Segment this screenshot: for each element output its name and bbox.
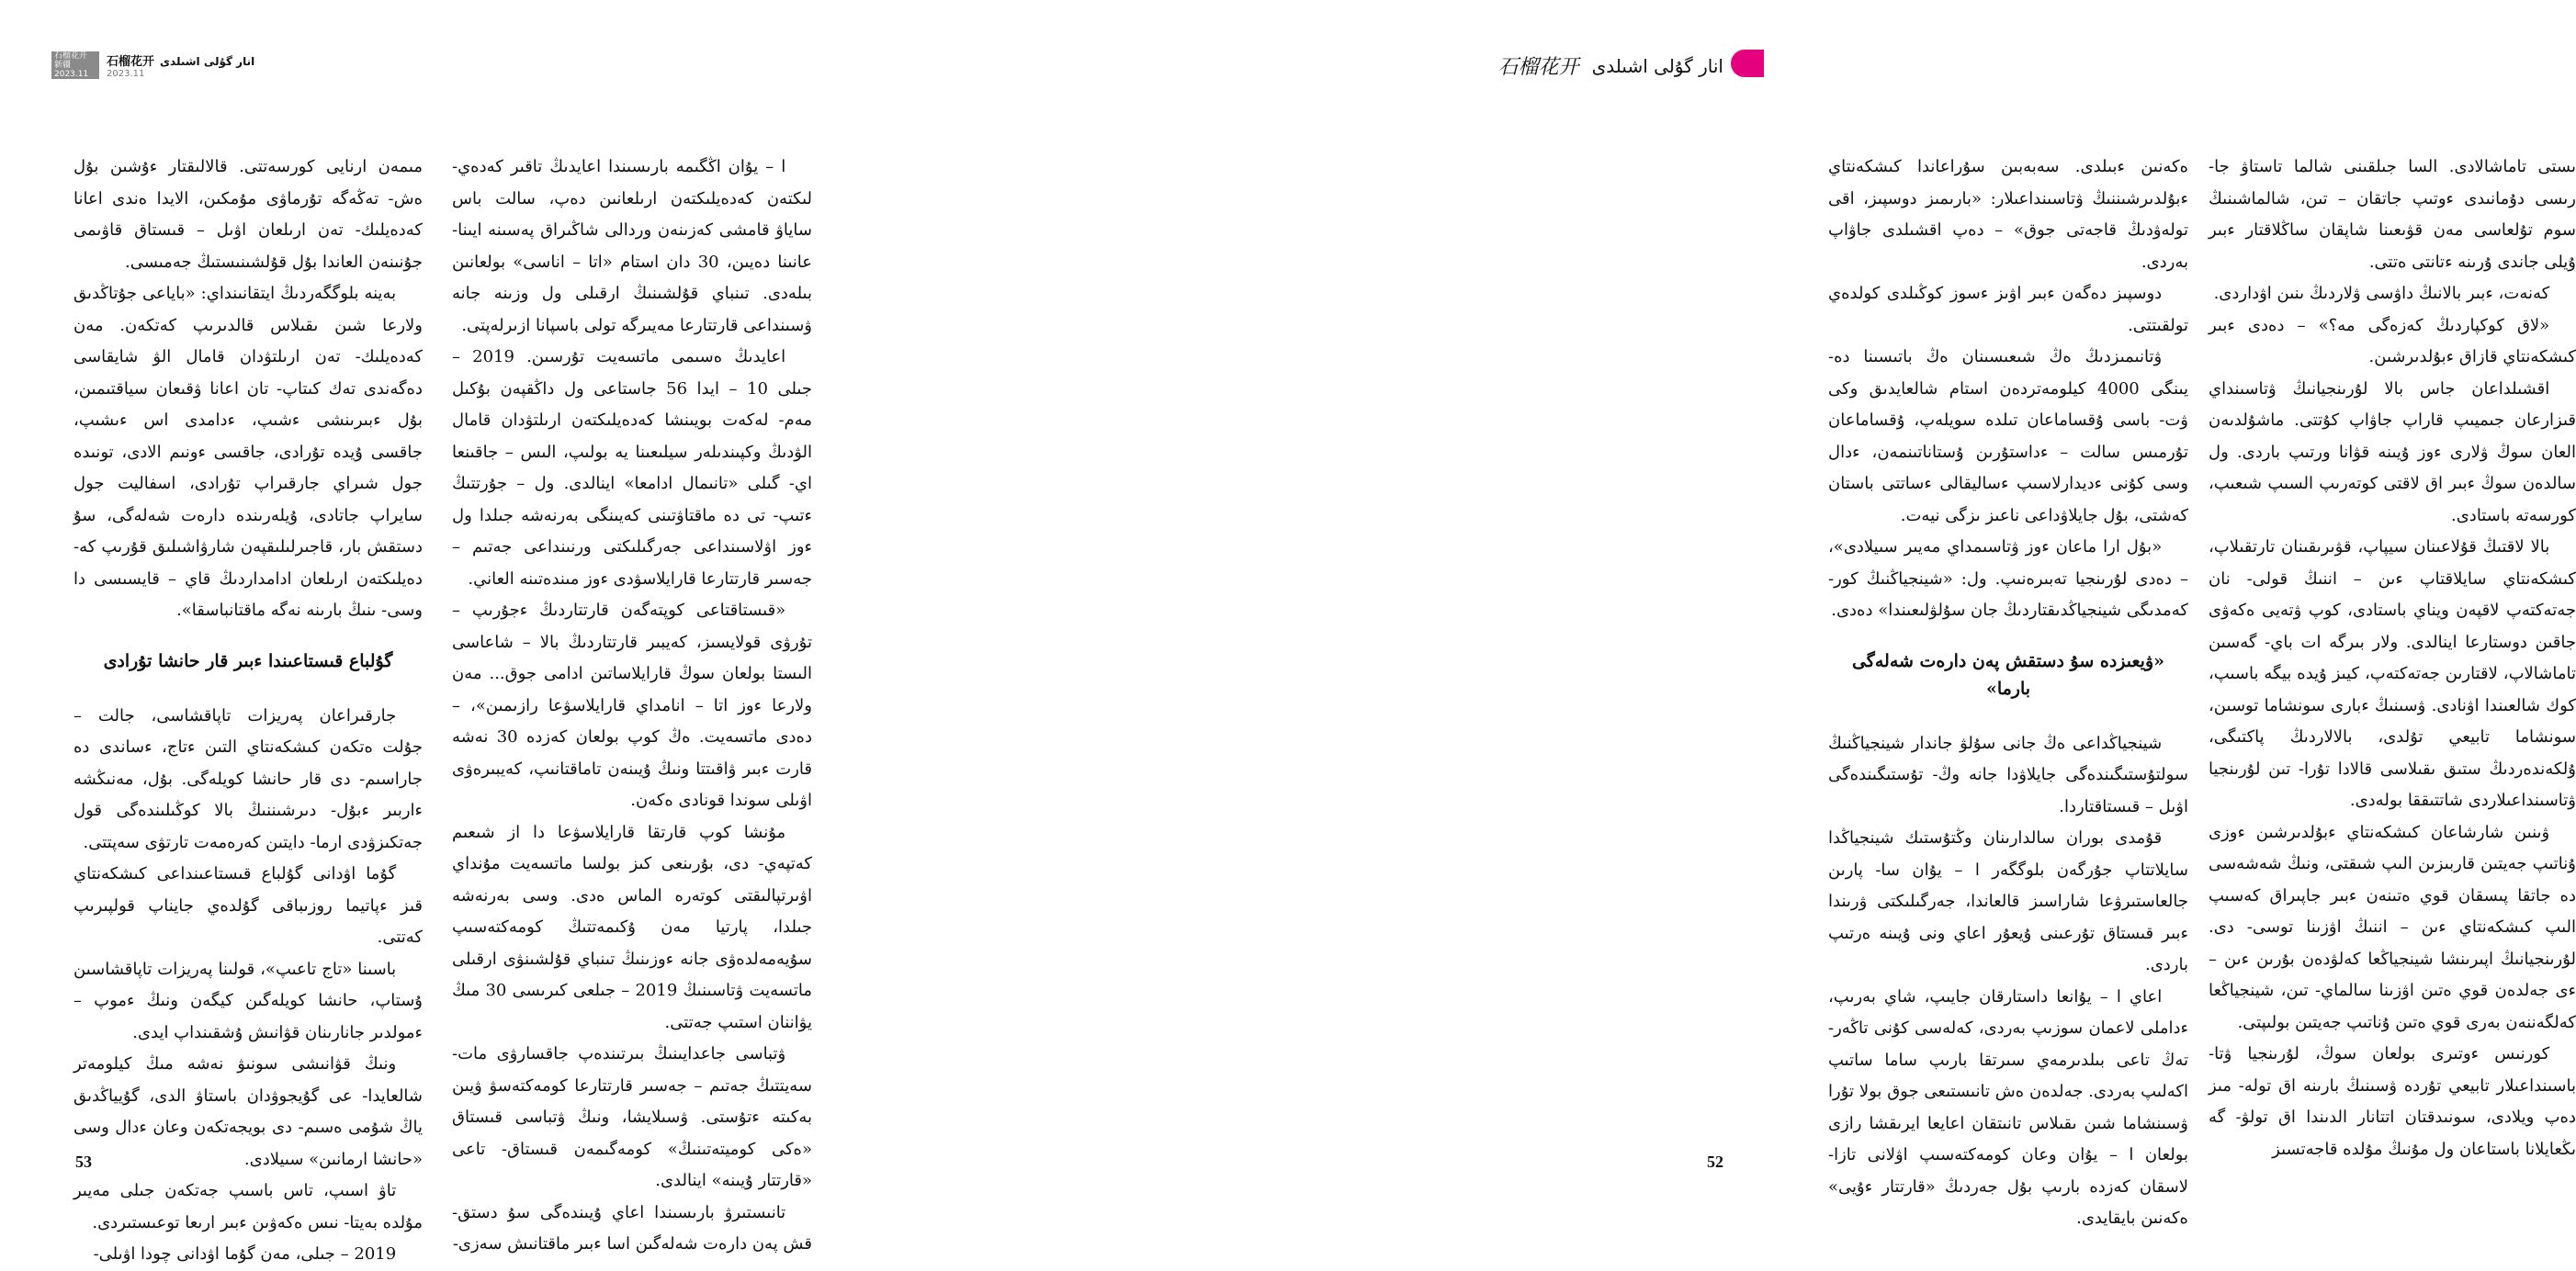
paragraph: ۋىنىن شارشاعان كىشكەنتاي ءبۇلدىرشىن ءوزى ۇناتىپ جەيتىن قاربىزىن الىپ شىقتى، ونىڭ شەشەسى دە جاتقا پىسقان قوي ەتىنەن ءبىر جاپىراق كەسىپ الىپ كىشكەنتاي ءىن – اننىڭ اۋزىنا توسى- دى. لۇرىنجيانىڭ اپىرىنشا شينجياڭعا كەلۋدەن بۇرىن ءىن – ءى جەلدەن قوي ەتىن اۋزىنا سالماي- تىن، شينجياڭعا كەلگەننەن بەرى قوي ەتىن ۇناتىپ جەيتىن بولىپتى. [2209, 822, 2576, 1032]
paragraph: ا – يۇان اڭگىمە بارىسىندا اعايدىڭ تاقىر كەدەي- لىكتەن كەدەيلىكتەن ارىلعانىن دەپ، سالت باس ساياۋ قامشى كەزىنەن وردالى شاڭىراق پەسىنە ايىنا- عانىنا دەيىن، 30 دان استام «اتا – اناسى» بولعانىن بىلەدى. تىنباي قۇلشىنىڭ ارقىلى ول وزىنە جانە ۋسىنداعى قارتتارعا مەيىرگە تولى باسپانا ازىرلەپتى. [452, 157, 812, 335]
paragraph: ىستى تاماشالادى. السا جىلقىنى شالما تاستاۋ جا- رىسى دۇمانىدى ءوتىپ جاتقان – تىن، شالماشىنىڭ سوم تۇلعاسى مەن قۋىعىنا شاپقان ساڭلاقتار ءبىر ۇيلى جاندى ۇرىنە ءتانتى ەتتى. [2209, 157, 2576, 272]
paragraph: دوسپىز دەگەن ءبىر اۋىز ءسوز كوڭىلدى كولدەي تولقىتتى. [1828, 284, 2188, 335]
text-column [2209, 152, 2576, 1166]
issue-number: 2023.11 [107, 69, 145, 79]
paragraph: كەنەت، ءبىر بالانىڭ داۋسى ۋلاردىڭ ىنىن اۋداردى. [2213, 284, 2550, 303]
logo-line: 新疆 [54, 61, 72, 70]
magazine-title-cn: 石榴花开 [1497, 56, 1579, 79]
paragraph: اعايدىڭ ەسىمى ماتسەيت تۇرسىن. 2019 – جىلى 10 – ايدا 56 جاستاعى ول داڭقپەن بۇكىل مەم- لەكەت بويىنشا كەدەيلىكتەن ارىلتۋدان قامال الۋدىڭ وكپىندىلەر سيلىعىنا يە بولىپ، الىس – جاقىنعا اي- گىلى «تانىمال ادامعا» اينالدى. ول – جۇرتتىڭ ءتىپ- تى دە ماقتاۋتىنى كەيىنگى بەرنەشە جىلدا ول ءوز اۋلاسىنداعى جەرگىلىكتى ورنىنداعى جەتىم – جەسىر قارتتارعا قارايلاسۋدى ءوز مىندەتىنە العاني. [452, 347, 812, 589]
paragraph: كورنىس ءوتىرى بولعان سوڭ، لۇرىنجيا ۋتا- باسىنداعىلار تابيعي تۇردە ۋسىنىڭ بارىنە اق تولە- مىز دەپ ويلادى، سونىدقتان اتتانار الدىندا اق تولۋ- گە ىڭعايلانا باستاعان ول مۇنىڭ مۇلدە قاجەتسىز [2209, 1044, 2576, 1159]
paragraph: تاۋ اسىپ، تاس باسىپ جەتكەن جىلى مەيىر مۇلدە بەيتا- نىس ەكەۋىن ءبىر ارىعا توعىستىردى. [73, 1181, 423, 1232]
paragraph: قۇمدى بوران سالدارىنان وڭتۇستىك شينجياڭدا سايلاتتاپ جۇرگەن بلوگگەر ا – يۇان سا- پارىن جالعاستىرۋعا شاراسىز قالعاندا، جەرگىلىكتى ۋرىندا ءبىر قىستاق تۇرعىنى ۇيعۇر اعاي ونى ۇيىنە ەرتىپ باردى. [1828, 828, 2188, 974]
right-page [882, 0, 2576, 1228]
paragraph: بالا لاقتىڭ قۇلاعىنان سيپاپ، قۋىرىقىنان تارتقىلاپ، كىشكەنتاي سايلاقتاپ ءىن – اننىڭ قولى- نان جەتەكتەپ لاقپەن ويناي باستادى، كوپ ۋتەيى ەكەۋى جاقىن دوستارعا اينالدى. ولار بىرگە ات باي- گەسىن تاماشالاپ، لاقتارىن جەتەكتەپ، كيىز ۇيدە بيگە باسىپ، كوك شالعىندا اۋنادى. ۋسىنىڭ ءبارى سونشاما توسىن، سونشاما تابيعي تۇلدى، بالالاردىڭ پاكتىگى، ۇلكەندەردىڭ ستىق ىقىلاسى قالادا تۇرا- تىن لۇرىنجيا ۋتاسىنداعىلاردى شاتتىققا بولەدى. [2209, 537, 2576, 810]
logo-line: 2023.11 [54, 70, 89, 79]
paragraph: ۋتباسى جاعدايىنىڭ بىرتىندەپ جاقسارۋى مات- سەيتتىڭ جەتىم – جەسىر قارتتارعا كومەكتەسۋ ۋيىن بەكىتە ءتۇستى. ۋسىلايشا، ونىڭ ۋتباسى قىستاق «ەكى كوميتەتىنىڭ» كومەگىمەن قىستاق- تاعى «قارتتار ۇيىنە» اينالدى. [452, 1044, 812, 1190]
section-heading: «ۋيعىزدە سۇ دستقش پەن دارەت شەلەگى بارما» [1851, 650, 2165, 699]
section-heading: گۇلباع قىستاعىندا ءبىر قار حانشا تۇرادى [103, 650, 393, 671]
section-tab-marker [1731, 50, 1764, 77]
magazine-logo [51, 51, 99, 79]
magazine-title-ug: انار گۇلى اشىلدى [1591, 54, 1723, 77]
logo-line: 石榴花开 [54, 51, 88, 61]
right-header [1498, 51, 1723, 80]
paragraph: اقشىلداعان جاس بالا لۇرىنجيانىڭ ۋتاسىنداي قىزارعان جىميىپ قاراپ جاۋاپ كۇتتى. ماشۇلدىەن العان سوڭ ۋلارى ءوز ۇيىنە قۋانا ورتىپ باردى. ول سالدەن سوڭ ءبىر اق لاقتى كوتەرىپ السىپ شىعىپ، كورسەتە باستادى. [2209, 378, 2576, 525]
paragraph: «لاق كوكپاردىڭ كەزەگى مە؟» – دەدى ءبىر كىشكەنتاي قازاق ءبۇلدىرشىن. [2209, 315, 2576, 366]
paragraph: شينجياڭداعى ەڭ جانى سۇلۋ جاندار شينجياڭنىڭ سولتۇستىگىندەگى جايلاۋدا جانە وڭ- تۇستىگىندەگى اۋىل – قىستاقتاردا. [1828, 733, 2188, 816]
page-number: 53 [75, 1153, 92, 1171]
paragraph: بەينە بلوگگەردىڭ ايتقانىنداي: «باياعى جۇتاڭدىق ولارعا شىن ىقىلاس قالدىرىپ كەتكەن. مەن كەدەيلىك- تەن ارىلتۋدان قامال الۋ شايقاسى دەگەندى تەك كىتاپ- تان اعانا ۋقىعان سياقتىمىن، بۇل ءبىرىنشى ءشىپ، ءدامدى اس ءىشىپ، جاقسى ۇيدە تۇرادى، جاقسى ءونىم الادى، تونىدە جول شىراي جارقىراپ تۇرادى، اسفاليت جول سايراپ جاتادى، ۇيلەرىندە دارەت شەلەگى، سۇ دستقش بار، قاجىرلىلىقپەن شارۋاشىلىق قۇرىپ كە- دەيلىكتەن ارىلعان ادامداردىڭ قاي – قايسىسى دا وسى- ىنىڭ بارىنە نەگە ماقتانباسقا». [73, 284, 423, 620]
paragraph: ونىڭ قۋانىشى سونىۋ نەشە مىڭ كيلومەتر شالعايدا- عى گۇيجوۋدان باستاۋ الدى، گۇيياڭدىق ياڭ شۇمى ەسىم- دى بويجەتكەن وعان ءدال وسى «حانشا ارمانىن» سىيلادى. [73, 1054, 423, 1169]
paragraph: تانىستىرۋ بارىسىندا اعاي ۇيىندەگى سۇ دستق- قش پەن دارەت شەلەگىن اسا ءبىر ماقتانىش سەزى- [452, 1202, 812, 1254]
paragraph: جارقىراعان پەريزات تاپاقشاسى، جالت – جۇلت ەتكەن كىشكەنتاي التىن ءتاج، ءساندى دە جاراسىم- دى قار حانشا كويلەگى. بۇل، مەنىڭشە ءاربىر ءبۇل- دىرشىننىڭ بالا كوڭىلىندەگى قول جەتكىزۋدى ارما- دايتىن كەرەمەت تارتۋى سەپتتى. [73, 705, 423, 852]
page-number: 52 [1707, 1153, 1723, 1171]
paragraph: 2019 – جىلى، مەن گۇما اۋدانى چودا اۋىلى- [93, 1244, 397, 1264]
paragraph: ۋتانىمىزدىڭ ەڭ شىعىسىنان ەڭ باتىسىنا دە- يىنگى 4000 كيلومەتردەن استام شالعايدىق وكى ۋت- باسى ۇقساماعان تىلدە سويلەپ، ۇقساماعان تۇرمىس سالت – ءداستۇرىن ۇستاناتىنمەن، ءدال وسى كۇنى ءديدارلاسىپ ءساليقالى ءساتتى باستان كەشتى، بۇل جايلاۋداعى ناعىز ىزگى نيەت. [1828, 347, 2189, 525]
paragraph: باسىنا «تاج تاعىپ»، قولىنا پەريزات تاپاقشاسىن ۇستاپ، حانشا كويلەگىن كيگەن ونىڭ ءموپ – ءمولدىر جانارىنان قۋانىش ۇشقىنداپ ايدى. [73, 959, 423, 1042]
left-page [0, 0, 882, 1264]
left-header [51, 51, 254, 79]
text-column [1828, 152, 2189, 1228]
paragraph: «بۇل ارا ماعان ءوز ۋتاسىمداي مەيىر سىيلادى»، – دەدى لۇرىنجيا تەبىرەنىپ. ول: «شينجياڭنىڭ كور- كەمدىگى شينجياڭدىقتاردىڭ جان سۇلۋلىعىندا» دەدى. [1828, 537, 2188, 620]
text-column [73, 152, 423, 1264]
paragraph: مىمەن ارنايى كورسەتتى. قالالىقتار ءۇشىن بۇل ەش- تەڭەگە تۇرماۋى مۇمكىن، الايدا ەندى اعانا كەدەيلىك- تەن ارىلعان اۋىل – قىستاق قاۋىمى جۇنىنەن العاندا بۇل قۇلشىنىستىڭ جەمىسى. [73, 157, 423, 272]
paragraph: مۇنشا كوپ قارتقا قارايلاسۋعا دا از شىعىم كەتپەي- دى، بۇرىنعى كىز بولسا ماتسەيت مۇنداي اۋىرتپالىقتى كوتەرە الماس ەدى. وسى بەرنەشە جىلدا، پارتيا مەن ۇكىمەتتىڭ كومەكتەسىپ سۇيەمەلدەۋى جانە ءوزىنىڭ تىنباي قۇلشىنۋى ارقىلى ماتسەيت ۋتاسىنىڭ 2019 – جىلعى كىرىسى 30 مىڭ يۋاننان استىپ جەتتى. [452, 822, 812, 1032]
magazine-title-block [107, 51, 254, 79]
paragraph: اعاي ا – يۇانعا داستارقان جايىپ، شاي بەرىپ، ءداملى لاعمان سوزىپ بەردى، كەلەسى كۇنى تاڭەر- تەڭ تاعى بىلدىرمەي سىرتقا بارىپ ساما ساتىپ اكەلىپ بەردى. جەلدەن ەش تانىستىعى جوق بولا تۇرا ۋسىنشاما شىن ىقىلاس تانىتقان اعايعا ايرىقشا رازى بولعان ا – يۇان وعان كومەكتەسىپ اۋلانى تازا- لاسقان كەزدە بارىپ بۇل جەردىڭ «قارتتار ءۇيى» ەكەنىن بايقايدى. [1828, 986, 2188, 1228]
paragraph: گۇما اۋدانى گۇلباع قىستاعىنداعى كىشكەنتاي قىز ءپاتيما روزىباقى گۇلدەي جايناپ قولپىرىپ كەتتى. [73, 864, 423, 947]
magazine-title-cn: 石榴花开 [107, 55, 155, 69]
paragraph: «قىستاقتاعى كوپتەگەن قارتتاردىڭ ءجۇرىپ – تۇرۋى قولايسىز، كەيبىر قارتتاردىڭ بالا – شاعاسى الىستا بولعان سوڭ قارايلاساتىن ادامى جوق... مەن ولارعا ءوز اتا – انامداي قارايلاسۋعا رازىمىن»، – دەدى ماتسەيت. ەڭ كوپ بولعان كەزدە 30 نەشە قارت ءبىر ۋاقىتتا ونىڭ ۇيىنەن تاماقتانىپ، كەيبىرەۋى اۋىلى سوندا قونادى ەكەن. [452, 601, 812, 810]
magazine-title-ug: انار گۇلى اشىلدى [160, 55, 255, 68]
paragraph: ەكەنىن ءبىلدى. سەبەبىن سۇراعاندا كىشكەنتاي ءبۇلدىرشىننىڭ ۋتاسىنداعىلار: «بارىمىز دوسپىز، اقى تولەۋدىڭ قاجەتى جوق» – دەپ اقشىلدى جاۋاپ بەردى. [1828, 157, 2188, 272]
text-column [452, 152, 812, 1254]
